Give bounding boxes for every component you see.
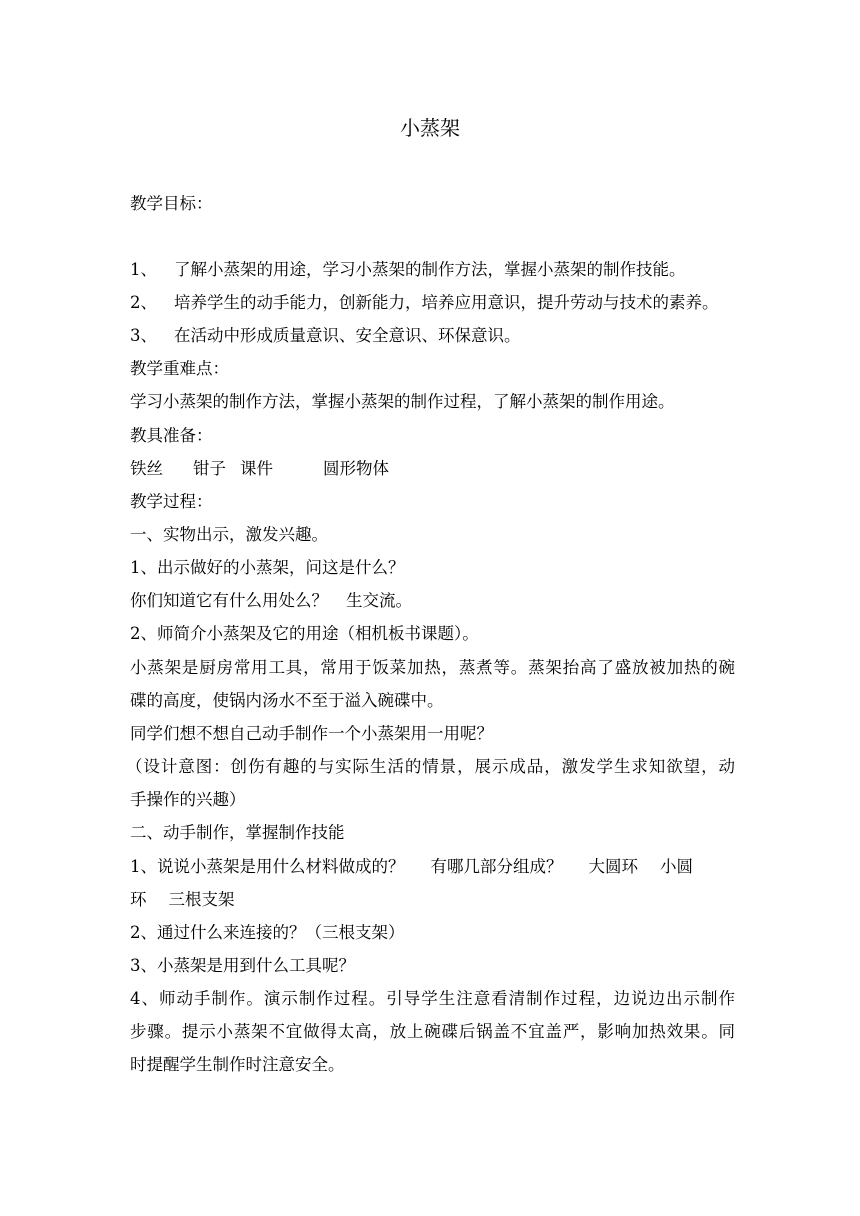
- design-intent-line: （设计意图：创伤有趣的与实际生活的情景，展示成品，激发学生求知欲望，动: [126, 757, 735, 776]
- question-line: [130, 589, 735, 613]
- design-intent-line: 手操作的兴趣）: [130, 790, 246, 809]
- question-text: 你们知道它有什么用处么？: [130, 591, 328, 610]
- page-title: 小蒸架: [400, 116, 460, 140]
- objective-item-3: [130, 324, 735, 348]
- question-text: 1、说说小蒸架是用什么材料做成的？: [130, 857, 405, 876]
- answer-text: 大圆环: [588, 857, 638, 876]
- answer-text: 三根支架: [168, 890, 235, 909]
- objective-number: 3、: [130, 326, 157, 345]
- list-item: [130, 855, 735, 879]
- answer-text: 环: [130, 890, 147, 909]
- section-heading: 二、动手制作，掌握制作技能: [130, 823, 345, 842]
- objective-text: 了解小蒸架的用途，学习小蒸架的制作方法，掌握小蒸架的制作技能。: [174, 260, 686, 279]
- list-item: 3、小蒸架是用到什么工具呢？: [130, 956, 355, 975]
- answer-text: 生交流。: [346, 591, 412, 610]
- paragraph-line: 碟的高度，使锅内汤水不至于溢入碗碟中。: [130, 691, 444, 710]
- list-item-continued: [130, 888, 735, 912]
- tool-item: 圆形物体: [323, 459, 389, 478]
- answer-text: 小圆: [660, 857, 693, 876]
- key-points-heading: 教学重难点：: [130, 359, 229, 378]
- list-item: 2、师简介小蒸架及它的用途（相机板书课题）。: [130, 624, 479, 643]
- process-heading: 教学过程：: [130, 492, 213, 511]
- objective-item-1: [130, 258, 735, 282]
- list-item: 2、通过什么来连接的？（三根支架）: [130, 923, 405, 942]
- tools-list: [130, 457, 735, 481]
- paragraph-line: 小蒸架是厨房常用工具，常用于饭菜加热，蒸煮等。蒸架抬高了盛放被加热的碗: [130, 658, 735, 677]
- tool-item: 铁丝: [130, 459, 163, 478]
- question-text: 有哪几部分组成？: [430, 857, 563, 876]
- key-points-text: 学习小蒸架的制作方法，掌握小蒸架的制作过程，了解小蒸架的制作用途。: [130, 392, 675, 411]
- tool-item: 钳子: [193, 459, 226, 478]
- paragraph-line: 同学们想不想自己动手制作一个小蒸架用一用呢？: [130, 724, 493, 743]
- objective-number: 1、: [130, 260, 157, 279]
- objective-text: 在活动中形成质量意识、安全意识、环保意识。: [174, 326, 521, 345]
- section-heading: 一、实物出示，激发兴趣。: [130, 525, 328, 544]
- paragraph-line: 4、师动手制作。演示制作过程。引导学生注意看清制作过程，边说边出示制作: [130, 989, 735, 1008]
- tool-item: 课件: [240, 459, 273, 478]
- objective-item-2: [130, 291, 735, 315]
- objectives-heading: 教学目标：: [130, 194, 213, 213]
- list-item: 1、出示做好的小蒸架，问这是什么？: [130, 558, 405, 577]
- objective-number: 2、: [130, 293, 157, 312]
- paragraph-line: 步骤。提示小蒸架不宜做得太高，放上碗碟后锅盖不宜盖严，影响加热效果。同: [130, 1022, 735, 1041]
- tools-heading: 教具准备：: [130, 426, 213, 445]
- paragraph-line: 时提醒学生制作时注意安全。: [130, 1055, 345, 1074]
- objective-text: 培养学生的动手能力，创新能力，培养应用意识，提升劳动与技术的素养。: [174, 293, 719, 312]
